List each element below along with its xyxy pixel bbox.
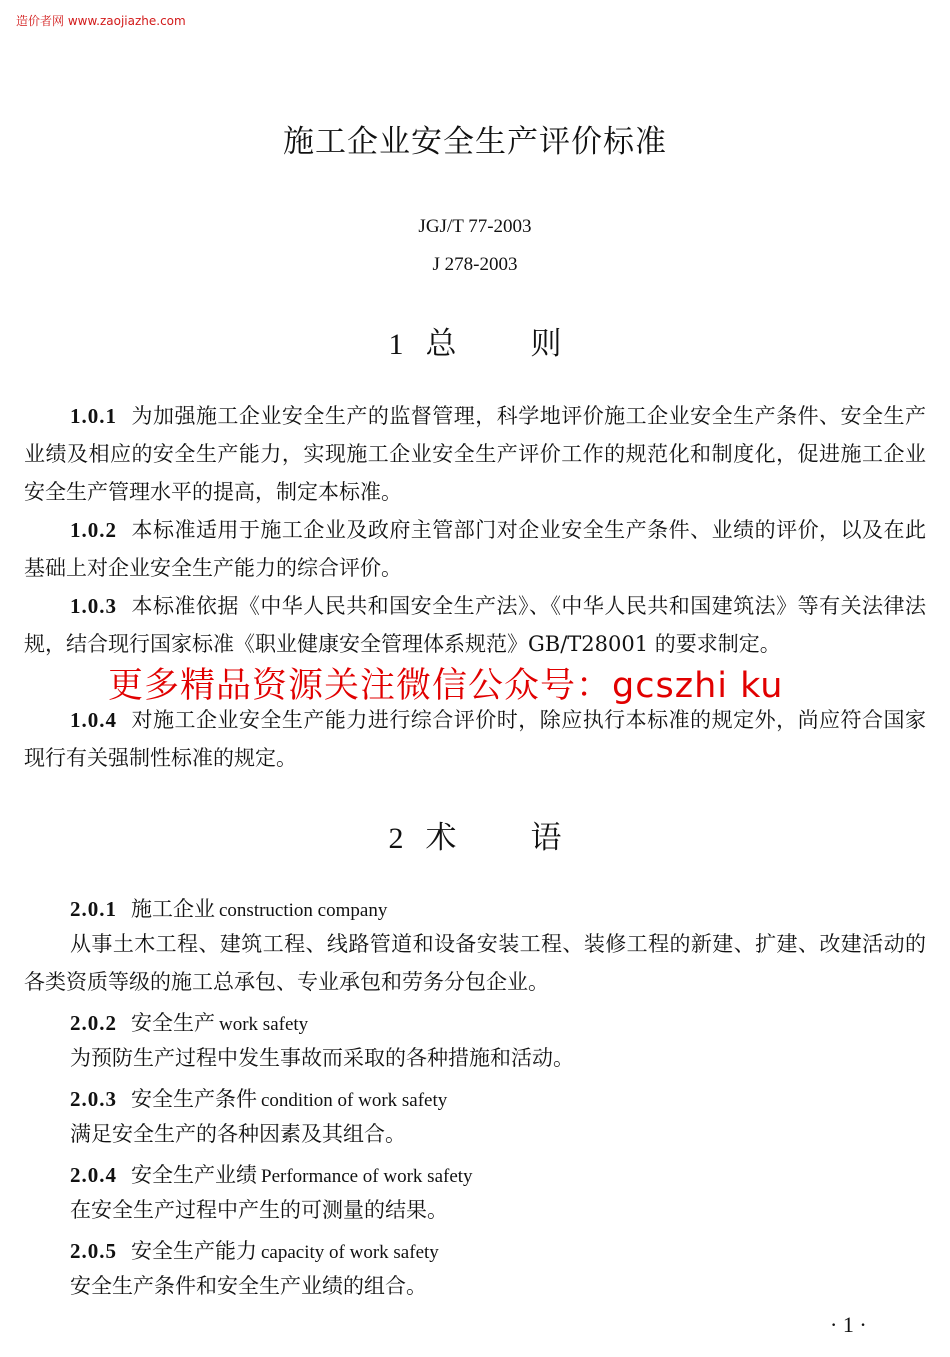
term-2-0-5: 2.0.5 安全生产能力 capacity of work safety bbox=[70, 1239, 439, 1263]
definition-2-0-2: 为预防生产过程中发生事故而采取的各种措施和活动。 bbox=[70, 1046, 574, 1070]
definition-2-0-5: 安全生产条件和安全生产业绩的组合。 bbox=[70, 1274, 427, 1298]
term-2-0-4: 2.0.4 安全生产业绩 Performance of work safety bbox=[70, 1163, 473, 1187]
definition-2-0-4: 在安全生产过程中产生的可测量的结果。 bbox=[70, 1198, 448, 1222]
clause-1-0-2: 1.0.2 本标准适用于施工企业及政府主管部门对企业安全生产条件、业绩的评价，以及在此基础上对企业安全生产能力的综合评价。 bbox=[24, 518, 926, 580]
term-2-0-2: 2.0.2 安全生产 work safety bbox=[70, 1011, 309, 1035]
chapter-2-heading: 2 术 语 bbox=[388, 820, 562, 856]
chapter-1-heading: 1 总 则 bbox=[388, 326, 562, 362]
watermark-banner: 更多精品资源关注微信公众号：gcszhi ku bbox=[108, 666, 784, 706]
term-2-0-1: 2.0.1 施工企业 construction company bbox=[70, 897, 388, 921]
chapter-number: 1 bbox=[388, 328, 404, 361]
standard-code: JGJ/T 77-2003 bbox=[418, 216, 532, 237]
clause-1-0-4: 1.0.4 对施工企业安全生产能力进行综合评价时，除应执行本标准的规定外，尚应符合国家现行有关强制性标准的规定。 bbox=[24, 708, 926, 770]
page-number: · 1 · bbox=[830, 1312, 867, 1337]
chapter-number: 2 bbox=[388, 822, 404, 855]
document-title: 施工企业安全生产评价标准 bbox=[283, 124, 667, 160]
site-header: 造价者网 www.zaojiazhe.com bbox=[16, 14, 186, 28]
definition-2-0-3: 满足安全生产的各种因素及其组合。 bbox=[70, 1122, 406, 1146]
clause-1-0-3: 1.0.3 本标准依据《中华人民共和国安全生产法》、《中华人民共和国建筑法》等有关法律法规，结合现行国家标准《职业健康安全管理体系规范》GB/T28001 的要求制定。 bbox=[24, 594, 926, 656]
registration-code: J 278-2003 bbox=[432, 254, 518, 275]
term-2-0-3: 2.0.3 安全生产条件 condition of work safety bbox=[70, 1087, 448, 1111]
clause-1-0-1: 1.0.1 为加强施工企业安全生产的监督管理，科学地评价施工企业安全生产条件、安全生产业绩及相应的安全生产能力，实现施工企业安全生产评价工作的规范化和制度化，促进施工企业安全生产管理水平的提高，制定本标准。 bbox=[24, 404, 926, 504]
definition-2-0-1: 从事土木工程、建筑工程、线路管道和设备安装工程、装修工程的新建、扩建、改建活动的各类资质等级的施工总承包、专业承包和劳务分包企业。 bbox=[24, 932, 926, 994]
